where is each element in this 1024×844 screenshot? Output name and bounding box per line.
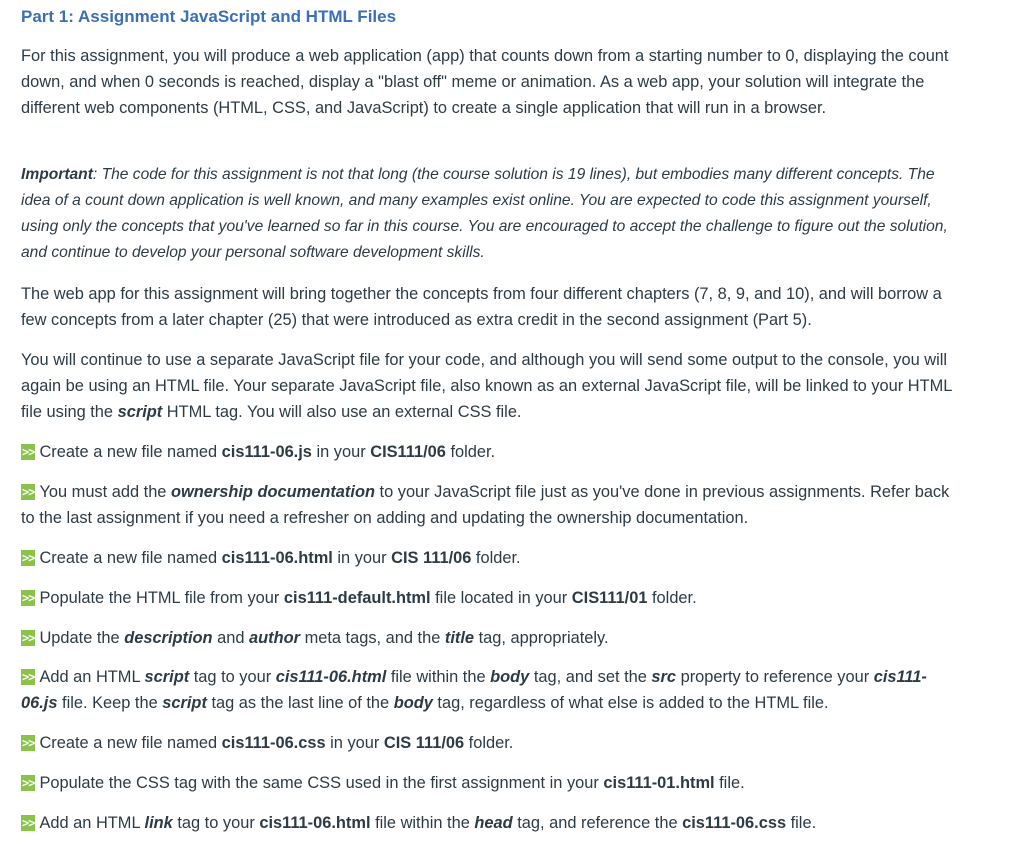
- emphasis: body: [490, 668, 530, 686]
- text-run: Create a new file named: [39, 443, 222, 461]
- text-run: You must add the: [39, 483, 171, 501]
- text-run: file within the: [386, 668, 491, 686]
- text-run: folder.: [445, 443, 496, 461]
- text-run: file.: [714, 774, 745, 792]
- important-text: : The code for this assignment is not that long (the course solution is 19 lines), but embodies many different concepts. The idea of a count down application is well known, and many examples exist online. You are expected to code this assignment yourself, using only the concepts that you've learned so far in this course. You are encouraged to accept the challenge to figure out the solution, and continue to develop your personal software development skills.: [21, 166, 948, 261]
- folder-name: CIS 111/06: [383, 734, 465, 752]
- step-populate-html: [21, 585, 956, 611]
- text-run: folder.: [647, 589, 697, 607]
- emphasis: cis111-06.js: [21, 668, 927, 712]
- text-run: folder.: [464, 734, 514, 752]
- emphasis: author: [249, 629, 301, 647]
- emphasis: script: [162, 694, 207, 712]
- text-run: Add an HTML: [39, 668, 145, 686]
- filename: cis111-06.html: [259, 814, 371, 832]
- emphasis: src: [651, 668, 677, 686]
- filename: cis111-06.html: [221, 549, 333, 567]
- emphasis: ownership documentation: [170, 483, 375, 501]
- text-run: tag as the last line of the: [206, 694, 394, 712]
- filename: cis111-06.css: [682, 814, 787, 832]
- text-run: file located in your: [430, 589, 572, 607]
- emphasis: body: [393, 694, 433, 712]
- text-run: tag to your: [172, 814, 260, 832]
- emphasis-script: script: [117, 403, 163, 421]
- important-paragraph: [21, 162, 956, 266]
- filename: cis111-01.html: [603, 774, 715, 792]
- intro-paragraph: For this assignment, you will produce a web application (app) that counts down from a starting number to 0, displaying the count down, and when 0 seconds is reached, display a "blast off" meme or animation. As a web app, your solution will integrate the different web components (HTML, CSS, and JavaScript) to create a single application that will run in a browser.: [21, 47, 949, 117]
- step-arrow-icon: >>: [22, 551, 35, 565]
- text-run: You will continue to use a separate JavaScript file for your code, and although you will send some output to the console, you will again be using an HTML file. Your separate JavaScript file, also known as an external JavaScript file, will be linked to your HTML file using the: [21, 351, 952, 421]
- text-run: in your: [325, 734, 384, 752]
- section-heading: Part 1: Assignment JavaScript and HTML Files: [21, 7, 397, 26]
- step-create-css: [21, 730, 956, 756]
- step-add-script-tag: [21, 664, 956, 716]
- text-run: file.: [786, 814, 817, 832]
- text-run: tag, regardless of what else is added to the HTML file.: [432, 694, 829, 712]
- filename: cis111-default.html: [283, 589, 431, 607]
- step-arrow-icon: >>: [22, 736, 35, 750]
- step-arrow-icon: >>: [22, 445, 35, 459]
- text-run: Populate the HTML file from your: [39, 589, 284, 607]
- text-run: file. Keep the: [57, 694, 163, 712]
- text-run: Create a new file named: [39, 734, 222, 752]
- filename: cis111-06.css: [221, 734, 326, 752]
- folder-name: CIS111/06: [370, 443, 446, 461]
- step-arrow-icon: >>: [22, 631, 35, 645]
- step-arrow-icon: >>: [22, 485, 35, 499]
- emphasis: title: [444, 629, 475, 647]
- step-ownership-doc: [21, 479, 956, 531]
- text-run: property to reference your: [676, 668, 874, 686]
- step-arrow-icon: >>: [22, 591, 35, 605]
- text-run: folder.: [471, 549, 521, 567]
- step-arrow-icon: >>: [22, 670, 35, 684]
- filename: cis111-06.js: [221, 443, 312, 461]
- text-run: file within the: [370, 814, 475, 832]
- step-populate-css: [21, 770, 956, 796]
- emphasis: cis111-06.html: [275, 668, 387, 686]
- text-run: HTML tag. You will also use an external CSS file.: [162, 403, 522, 421]
- text-run: and: [212, 629, 250, 647]
- text-run: tag, appropriately.: [474, 629, 609, 647]
- folder-name: CIS 111/06: [391, 549, 472, 567]
- text-run: in your: [332, 549, 392, 567]
- text-run: Update the: [39, 629, 125, 647]
- step-arrow-icon: >>: [22, 776, 35, 790]
- important-label: Important: [21, 166, 93, 183]
- text-run: tag, and set the: [529, 668, 652, 686]
- step-create-html: [21, 545, 956, 571]
- text-run: in your: [311, 443, 371, 461]
- folder-name: CIS111/01: [571, 589, 648, 607]
- text-run: meta tags, and the: [300, 629, 445, 647]
- emphasis: link: [144, 814, 173, 832]
- separate-file-paragraph: [21, 347, 956, 425]
- text-run: Create a new file named: [39, 549, 222, 567]
- text-run: to your JavaScript file just as you've done in previous assignments. Refer back to the last assignment if you need a refresher on adding and updating the ownership documentation.: [21, 483, 950, 527]
- step-update-meta: [21, 625, 956, 651]
- emphasis: head: [474, 814, 513, 832]
- text-run: tag to your: [189, 668, 276, 686]
- step-arrow-icon: >>: [22, 816, 35, 830]
- emphasis: script: [144, 668, 190, 686]
- step-create-js: [21, 439, 956, 465]
- text-run: Add an HTML: [39, 814, 145, 832]
- emphasis: description: [124, 629, 213, 647]
- text-run: Populate the CSS tag with the same CSS used in the first assignment in your: [39, 774, 604, 792]
- text-run: tag, and reference the: [512, 814, 683, 832]
- concepts-paragraph: The web app for this assignment will bring together the concepts from four different chapters (7, 8, 9, and 10), and will borrow a few concepts from a later chapter (25) that were introduced as extra credit in the second assignment (Part 5).: [21, 285, 942, 329]
- step-add-link-tag: [21, 810, 956, 836]
